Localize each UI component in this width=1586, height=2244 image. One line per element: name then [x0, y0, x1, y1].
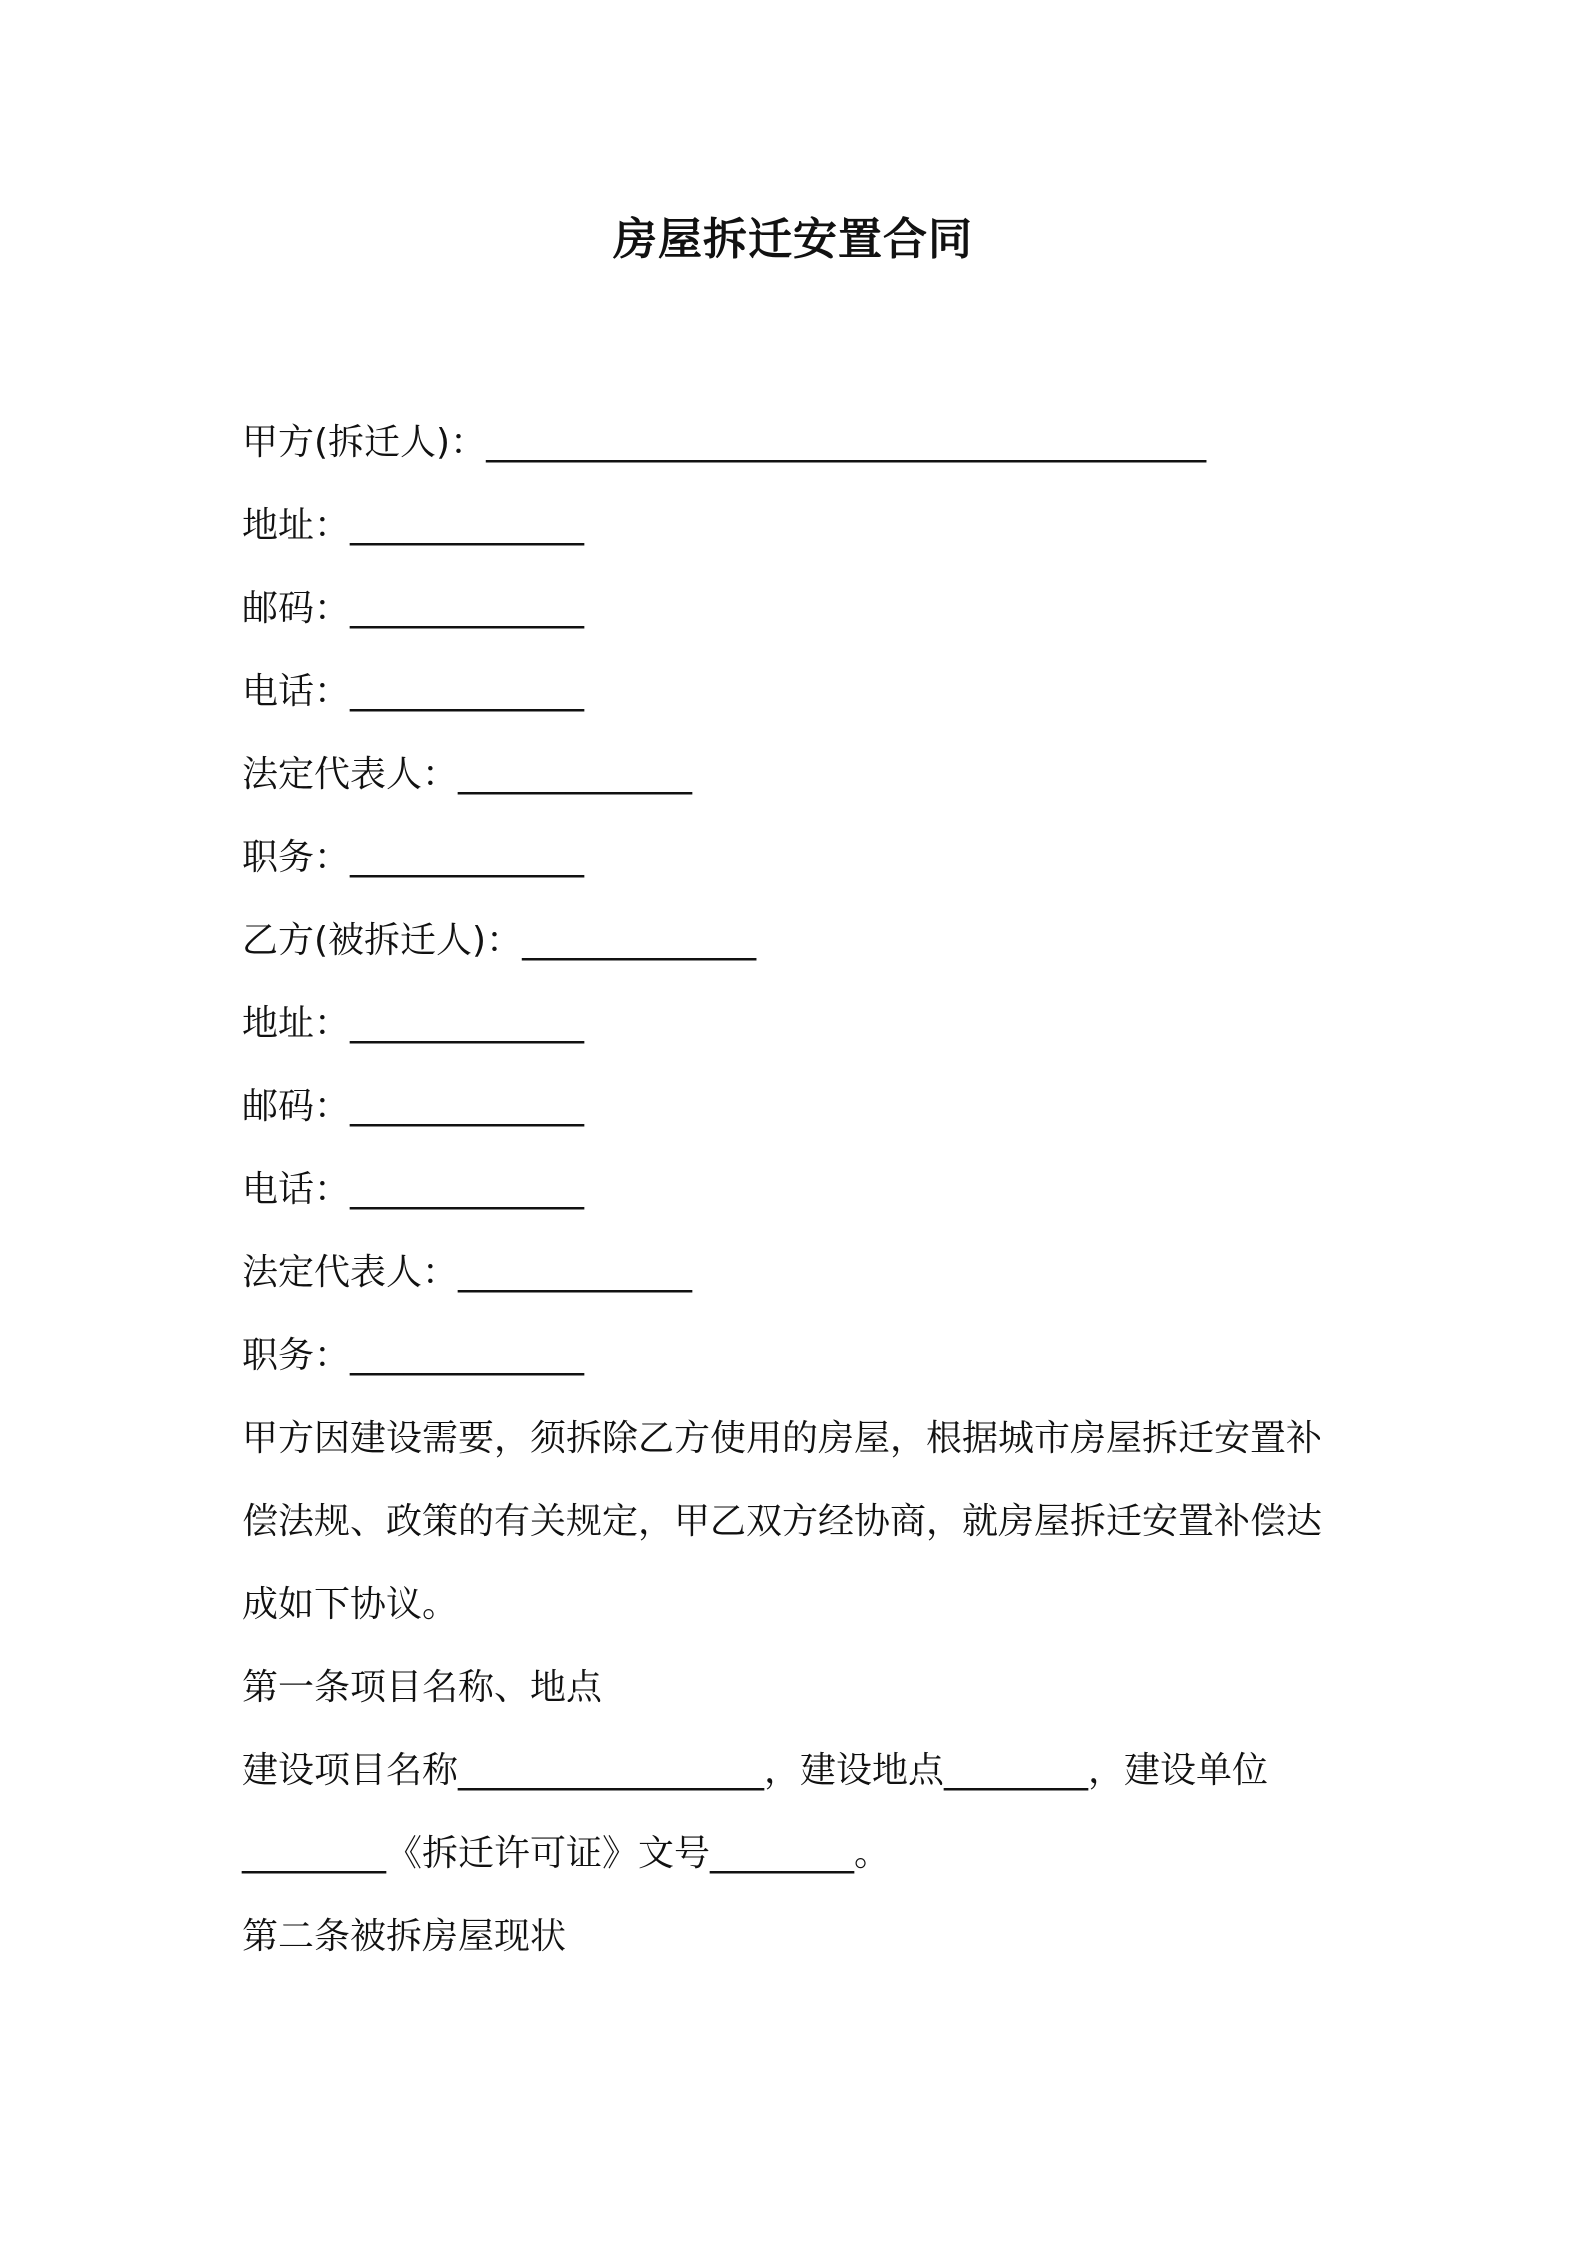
preamble-line-2: 偿法规、政策的有关规定，甲乙双方经协商，就房屋拆迁安置补偿达	[242, 1501, 1323, 1542]
party-b-line: 乙方(被拆迁人)：_____________	[242, 920, 757, 961]
party-a-phone-line: 电话：_____________	[242, 671, 585, 712]
party-a-line: 甲方(拆迁人)：________________________________________	[242, 422, 1207, 463]
document-title: 房屋拆迁安置合同	[613, 214, 973, 265]
party-a-legal-rep-line: 法定代表人：_____________	[242, 754, 693, 795]
party-b-phone-line: 电话：_____________	[242, 1169, 585, 1210]
party-b-legal-rep-line: 法定代表人：_____________	[242, 1252, 693, 1293]
party-b-address-line: 地址：_____________	[242, 1003, 585, 1044]
preamble-line-3: 成如下协议。	[242, 1584, 459, 1625]
party-a-postcode-line: 邮码：_____________	[242, 588, 585, 629]
party-a-address-line: 地址：_____________	[242, 505, 585, 546]
article-1-line-2: ________《拆迁许可证》文号________。	[242, 1833, 891, 1874]
party-b-position-line: 职务：_____________	[242, 1335, 585, 1376]
article-1-line-1: 建设项目名称_________________，建设地点________，建设单位	[242, 1750, 1269, 1791]
article-2-heading: 第二条被拆房屋现状	[242, 1916, 567, 1957]
party-a-position-line: 职务：_____________	[242, 837, 585, 878]
preamble-line-1: 甲方因建设需要，须拆除乙方使用的房屋，根据城市房屋拆迁安置补	[242, 1418, 1323, 1459]
party-b-postcode-line: 邮码：_____________	[242, 1086, 585, 1127]
article-1-heading: 第一条项目名称、地点	[242, 1667, 603, 1708]
